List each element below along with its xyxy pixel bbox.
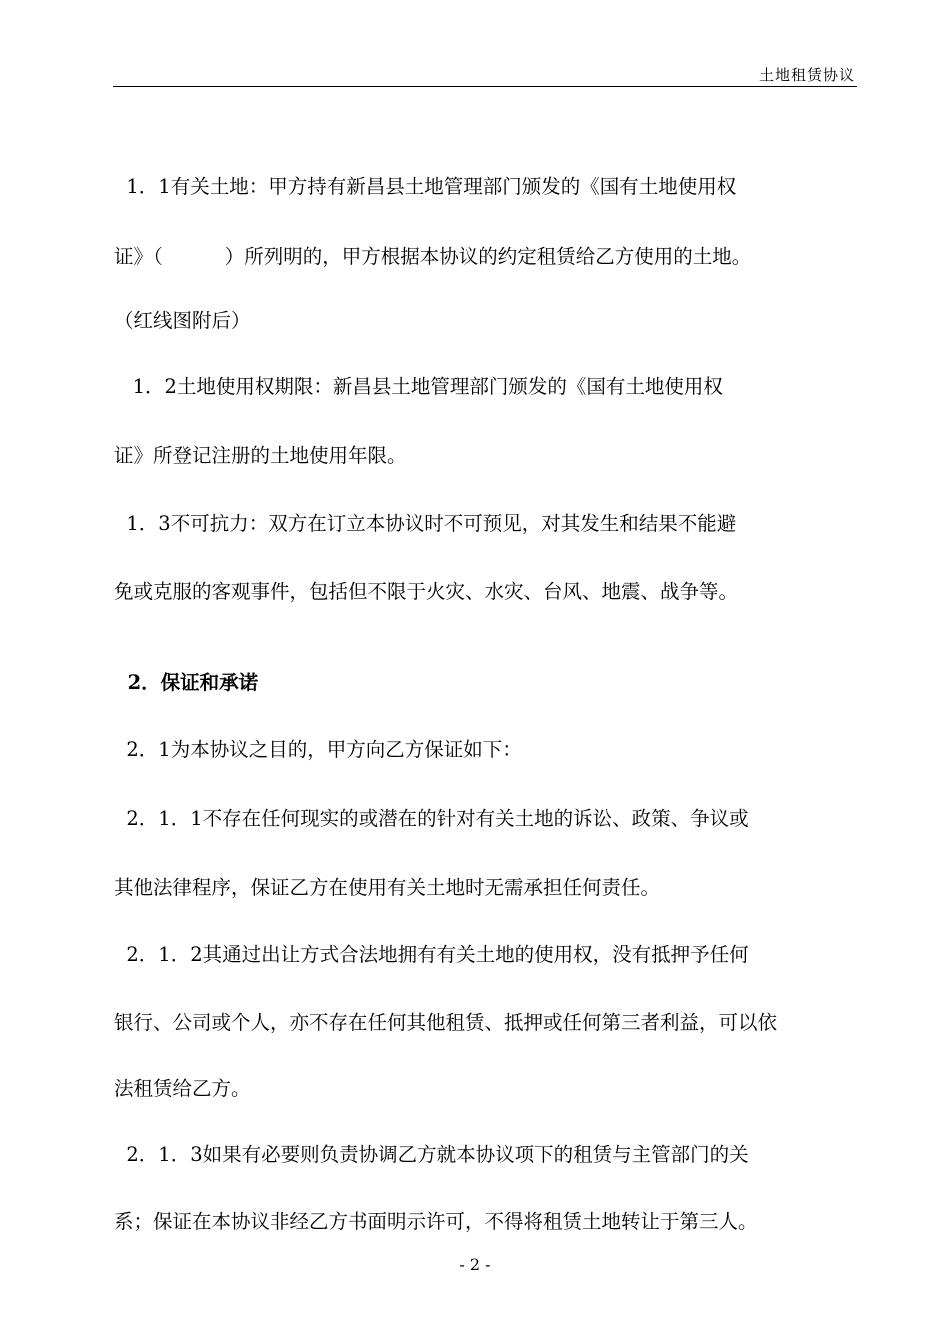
clause-2-1-3-line-1: 2．1．3如果有必要则负责协调乙方就本协议项下的租赁与主管部门的关: [114, 1143, 749, 1166]
clause-1-1-line-3: （红线图附后）: [114, 309, 251, 332]
clause-1-3-line-1: 1．3不可抗力：双方在订立本协议时不可预见，对其发生和结果不能避: [114, 512, 737, 535]
clause-2-1-line-1: 2．1为本协议之目的，甲方向乙方保证如下：: [114, 738, 522, 761]
clause-1-1-line-2: 证》（ ）所列明的，甲方根据本协议的约定租赁给乙方使用的土地。: [114, 245, 752, 268]
clause-1-1-line-1: 1．1有关土地：甲方持有新昌县土地管理部门颁发的《国有土地使用权: [114, 175, 737, 198]
clause-1-3-line-2: 免或克服的客观事件，包括但不限于火灾、水灾、台风、地震、战争等。: [114, 580, 739, 603]
page-number: - 2 -: [459, 1255, 491, 1274]
clause-2-1-3-line-2: 系；保证在本协议非经乙方书面明示许可，不得将租赁土地转让于第三人。: [114, 1210, 758, 1233]
section-2-heading: 2．保证和承诺: [114, 671, 259, 694]
clause-2-1-1-line-2: 其他法律程序，保证乙方在使用有关土地时无需承担任何责任。: [114, 876, 661, 899]
clause-2-1-2-line-2: 银行、公司或个人，亦不存在任何其他租赁、抵押或任何第三者利益，可以依: [114, 1011, 778, 1034]
clause-2-1-1-line-1: 2．1．1不存在任何现实的或潜在的针对有关土地的诉讼、政策、争议或: [114, 807, 749, 830]
header-divider: [113, 86, 857, 87]
clause-2-1-2-line-1: 2．1．2其通过出让方式合法地拥有有关土地的使用权，没有抵押予任何: [114, 943, 749, 966]
clause-1-2-line-2: 证》所登记注册的土地使用年限。: [114, 444, 407, 467]
clause-2-1-2-line-3: 法租赁给乙方。: [114, 1077, 251, 1100]
header-title: 土地租赁协议: [758, 66, 855, 84]
clause-1-2-line-1: 1．2土地使用权期限：新昌县土地管理部门颁发的《国有土地使用权: [114, 375, 723, 398]
